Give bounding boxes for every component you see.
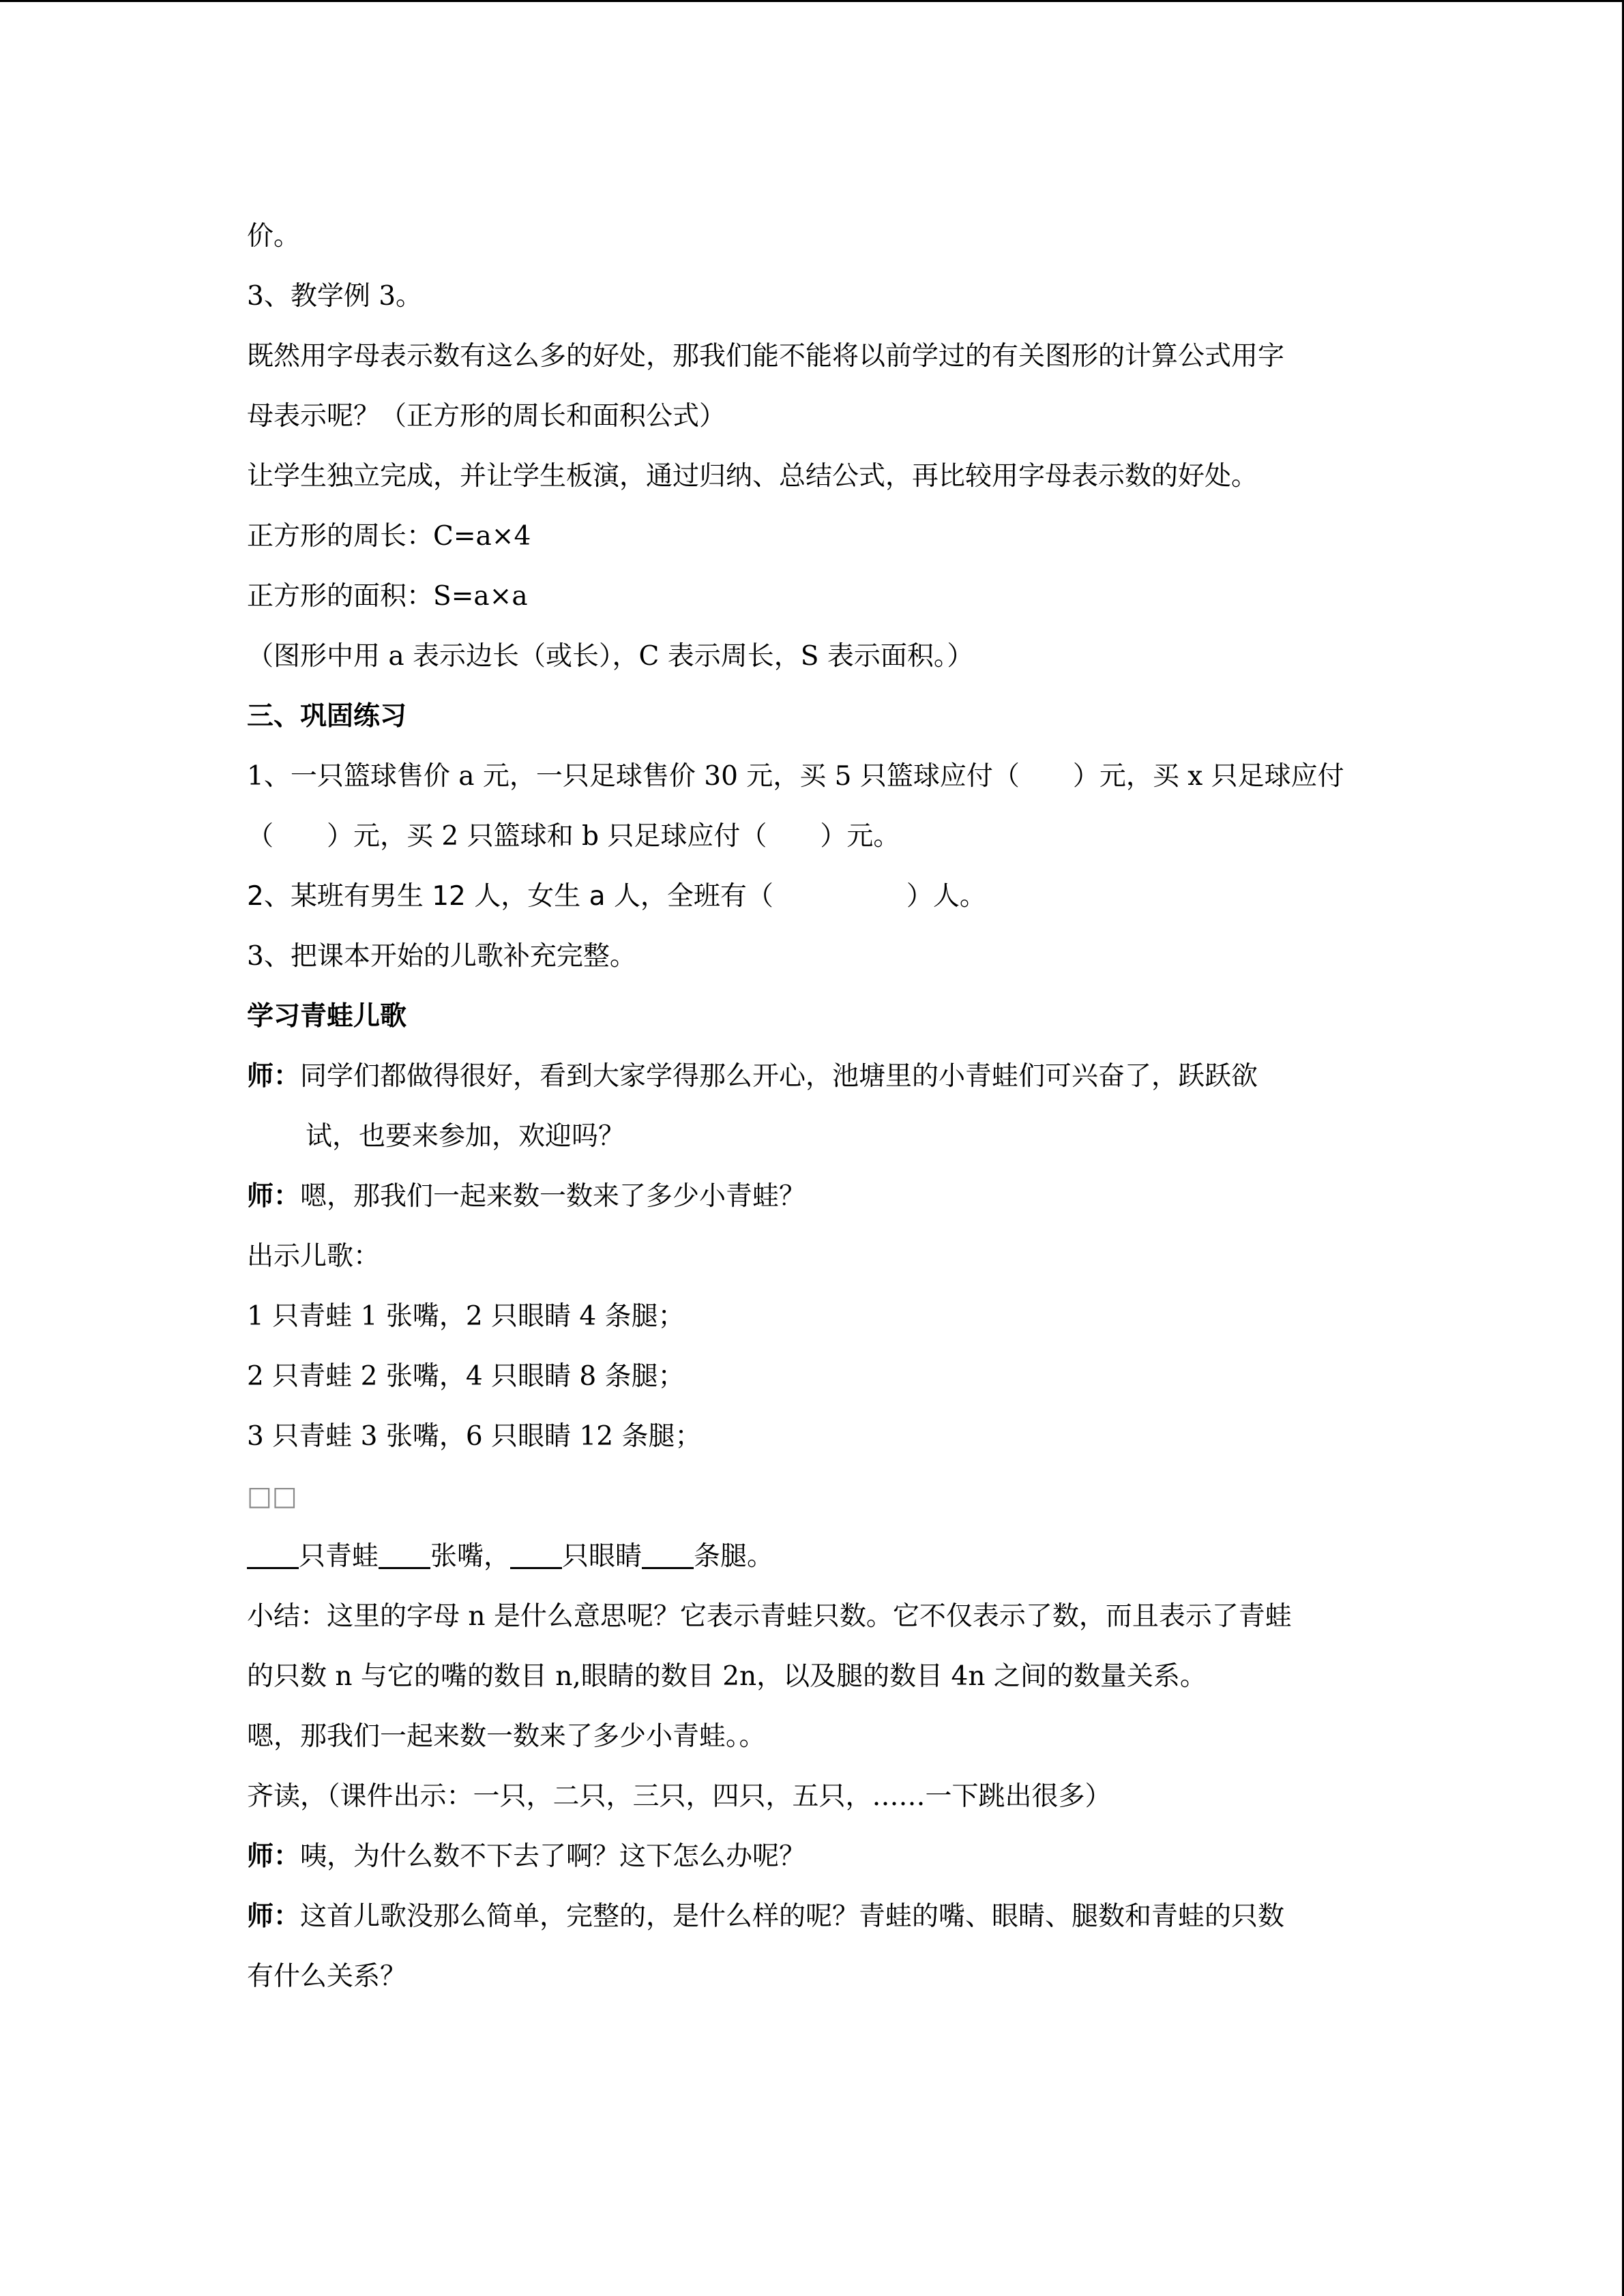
- dialogue-continuation: 试，也要来参加，欢迎吗？: [306, 1121, 625, 1152]
- page-top-border: [0, 0, 1624, 2]
- exercise-line: 3、把课本开始的儿歌补充完整。: [247, 941, 636, 972]
- speaker-label: 师：: [247, 1841, 301, 1872]
- section-heading: 三、巩固练习: [247, 701, 407, 732]
- dialogue-line: 师：这首儿歌没那么简单，完整的，是什么样的呢？青蛙的嘴、眼睛、腿数和青蛙的只数: [247, 1901, 1285, 1932]
- summary-line: 的只数 n 与它的嘴的数目 n,眼睛的数目 2n，以及腿的数目 4n 之间的数量关系。: [247, 1661, 1207, 1692]
- text-line: 让学生独立完成，并让学生板演，通过归纳、总结公式，再比较用字母表示数的好处。: [247, 461, 1258, 492]
- formula-area: 正方形的面积：S=a×a: [247, 581, 528, 612]
- text-line: 齐读，（课件出示：一只，二只，三只，四只，五只，……一下跳出很多）: [247, 1781, 1112, 1812]
- subsection-heading: 学习青蛙儿歌: [247, 1001, 407, 1032]
- exercise-line: 2、某班有男生 12 人，女生 a 人，全班有（ ）人。: [247, 881, 986, 912]
- rhyme-line: 3 只青蛙 3 张嘴，6 只眼睛 12 条腿；: [247, 1421, 702, 1452]
- text-line: （图形中用 a 表示边长（或长），C 表示周长，S 表示面积。）: [247, 641, 974, 672]
- rhyme-line: 2 只青蛙 2 张嘴，4 只眼睛 8 条腿；: [247, 1361, 685, 1392]
- text-line: 价。: [247, 221, 301, 252]
- speaker-label: 师：: [247, 1061, 301, 1092]
- rhyme-line: 1 只青蛙 1 张嘴，2 只眼睛 4 条腿；: [247, 1301, 685, 1332]
- dialogue-line: 师：咦，为什么数不下去了啊？这下怎么办呢？: [247, 1841, 806, 1872]
- summary-line: 小结：这里的字母 n 是什么意思呢？它表示青蛙只数。它不仅表示了数，而且表示了青蛙: [247, 1601, 1292, 1632]
- text-line: 有什么关系？: [247, 1961, 407, 1992]
- document-body: [247, 207, 1393, 2007]
- blank-underline: [510, 1542, 562, 1569]
- exercise-line: （ ）元，买 2 只篮球和 b 只足球应付（ ）元。: [247, 821, 900, 852]
- text-line: 嗯，那我们一起来数一数来了多少小青蛙。。: [247, 1721, 766, 1752]
- speaker-label: 师：: [247, 1901, 301, 1932]
- dialogue-line: 师：嗯，那我们一起来数一数来了多少小青蛙？: [247, 1181, 806, 1212]
- text-line: 既然用字母表示数有这么多的好处，那我们能不能将以前学过的有关图形的计算公式用字: [247, 341, 1285, 372]
- text-line: 3、教学例 3。: [247, 281, 423, 312]
- blank-underline: [379, 1542, 430, 1569]
- blank-underline: [642, 1542, 694, 1569]
- speaker-label: 师：: [247, 1181, 301, 1212]
- exercise-line: 1、一只篮球售价 a 元，一只足球售价 30 元，买 5 只篮球应付（ ）元，买 x 只足球应付: [247, 761, 1344, 792]
- formula-perimeter: 正方形的周长：C=a×4: [247, 521, 531, 552]
- fill-in-line: 只青蛙 张嘴， 只眼睛 条腿。: [247, 1527, 1393, 1587]
- text-line: 母表示呢？（正方形的周长和面积公式）: [247, 401, 726, 432]
- text-line: 出示儿歌：: [247, 1241, 381, 1272]
- missing-glyphs: □□: [247, 1481, 297, 1512]
- blank-underline: [247, 1542, 299, 1569]
- dialogue-line: 师：同学们都做得很好，看到大家学得那么开心，池塘里的小青蛙们可兴奋了，跃跃欲: [247, 1061, 1258, 1092]
